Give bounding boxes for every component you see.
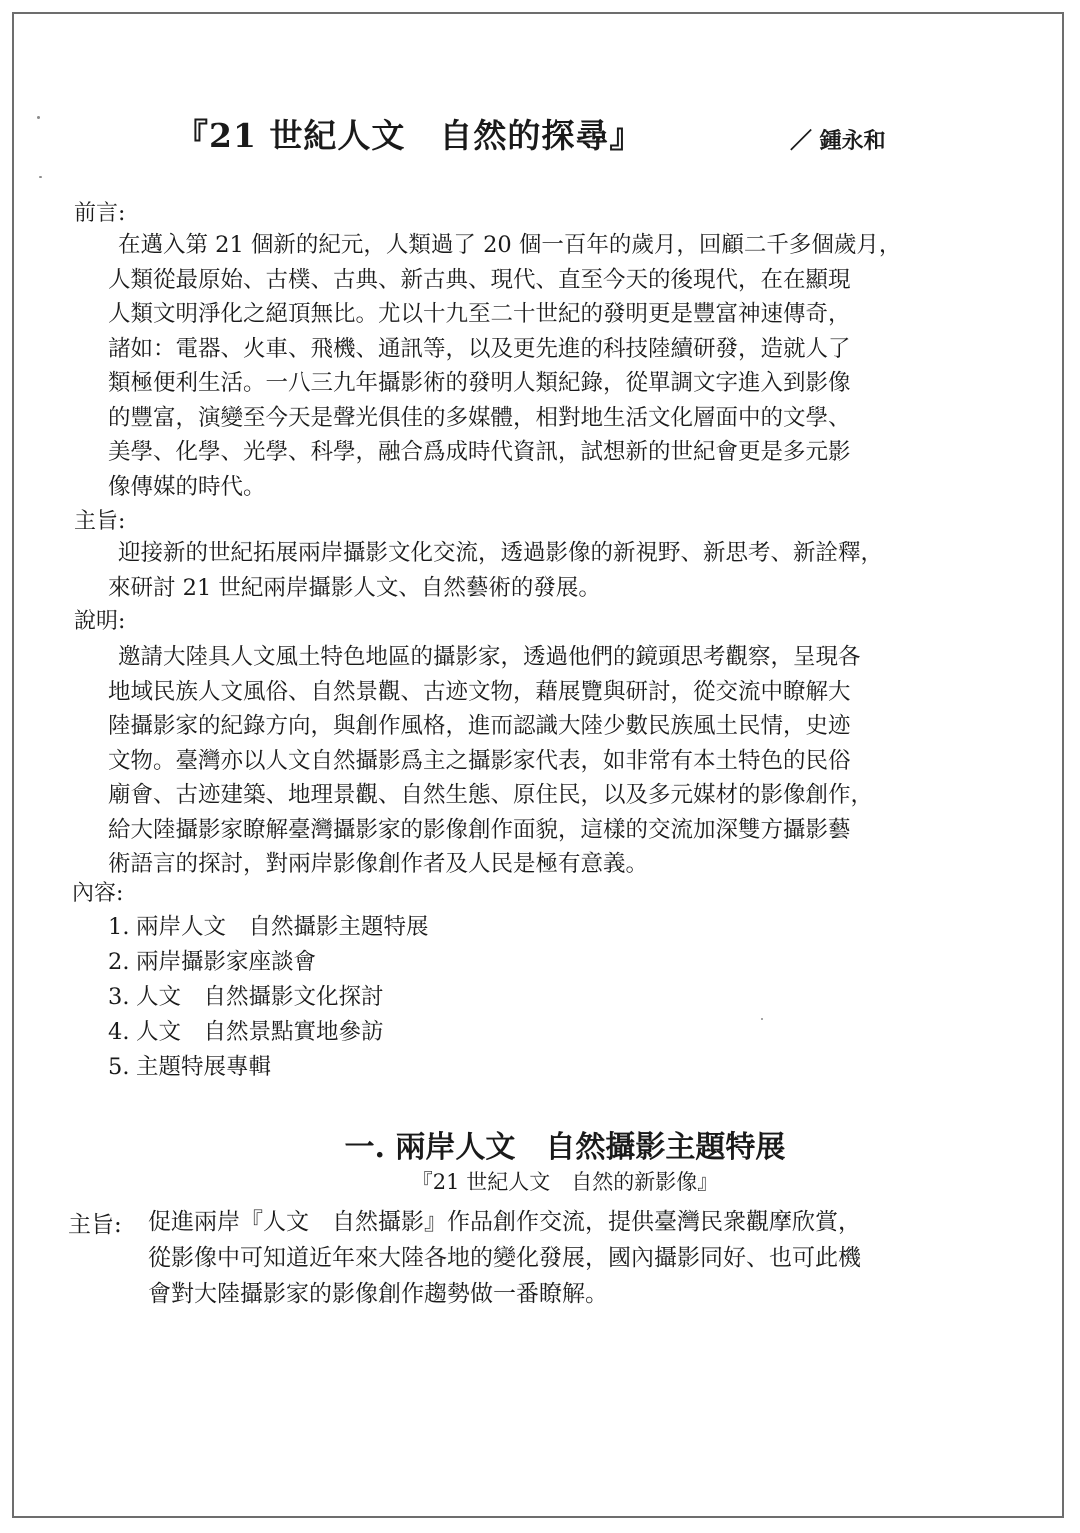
contents-item-text: 兩岸攝影家座談會 [136, 949, 317, 975]
contents-item-number: 3. [108, 984, 130, 1010]
document-author: ／ 鍾永和 [790, 128, 886, 154]
scan-speck [761, 1018, 763, 1020]
preface-paragraph [108, 228, 998, 504]
contents-item-text: 主題特展專輯 [136, 1054, 272, 1080]
contents-item [108, 980, 429, 1015]
contents-item [108, 1015, 429, 1050]
exhibition-purpose-label: 主旨: [68, 1212, 122, 1238]
contents-item-text: 兩岸人文 自然攝影主題特展 [136, 914, 429, 940]
explanation-line: 術語言的探討，對兩岸影像創作者及人民是極有意義。 [108, 851, 649, 877]
preface-line: 人類從最原始、古樸、古典、新古典、現代、直至今天的後現代，在在顯現 [108, 266, 851, 293]
contents-item-text: 人文 自然攝影文化探討 [136, 984, 384, 1010]
contents-list [108, 910, 429, 1085]
scan-speck [37, 116, 40, 119]
exhibition-purpose-line: 促進兩岸『人文 自然攝影』作品創作交流，提供臺灣民衆觀摩欣賞， [148, 1209, 861, 1235]
section-heading: 一. 兩岸人文 自然攝影主題特展 [344, 1130, 786, 1165]
explanation-line: 邀請大陸具人文風土特色地區的攝影家，透過他們的鏡頭思考觀察，呈現各 [118, 644, 861, 670]
preface-line: 諸如：電器、火車、飛機、通訊等，以及更先進的科技陸續研發，造就人了 [108, 335, 851, 362]
purpose-line: 迎接新的世紀拓展兩岸攝影文化交流，透過影像的新視野、新思考、新詮釋， [118, 540, 884, 566]
exhibition-purpose-line: 從影像中可知道近年來大陸各地的變化發展，國內攝影同好、也可此機 [148, 1245, 861, 1271]
explanation-line: 地域民族人文風俗、自然景觀、古迹文物，藉展覽與研討，從交流中瞭解大 [108, 678, 851, 705]
explanation-line: 廟會、古迹建築、地理景觀、自然生態、原住民，以及多元媒材的影像創作， [108, 782, 874, 808]
preface-label: 前言: [74, 201, 126, 226]
contents-item [108, 945, 429, 980]
contents-item-number: 5. [108, 1054, 130, 1080]
explanation-label: 說明: [74, 609, 126, 634]
exhibition-purpose-paragraph [148, 1204, 1008, 1312]
explanation-paragraph [108, 640, 998, 882]
contents-item [108, 1050, 429, 1085]
preface-line: 人類文明淨化之絕頂無比。尤以十九至二十世紀的發明更是豐富神速傳奇， [108, 301, 851, 327]
preface-line: 在邁入第 21 個新的紀元，人類過了 20 個一百年的歲月，回顧二千多個歲月， [118, 232, 902, 258]
section-subtitle: 『21 世紀人文 自然的新影像』 [411, 1170, 719, 1194]
preface-line: 像傳媒的時代。 [108, 473, 266, 500]
preface-line: 的豐富，演變至今天是聲光俱佳的多媒體，相對地生活文化層面中的文學、 [108, 404, 851, 431]
document-title: 『21 世紀人文 自然的探尋』 [175, 116, 644, 155]
exhibition-purpose-line: 會對大陸攝影家的影像創作趨勢做一番瞭解。 [148, 1281, 608, 1307]
explanation-line: 給大陸攝影家瞭解臺灣攝影家的影像創作面貌，這樣的交流加深雙方攝影藝 [108, 816, 851, 843]
preface-line: 美學、化學、光學、科學，融合爲成時代資訊，試想新的世紀會更是多元影 [108, 439, 851, 465]
purpose-label: 主旨: [74, 509, 126, 534]
purpose-paragraph [108, 536, 998, 605]
contents-label: 內容: [72, 881, 124, 906]
contents-item [108, 910, 429, 945]
scan-speck [39, 176, 42, 178]
preface-line: 類極便利生活。一八三九年攝影術的發明人類紀錄，從單調文字進入到影像 [108, 370, 851, 396]
purpose-line: 來研討 21 世紀兩岸攝影人文、自然藝術的發展。 [108, 574, 601, 601]
explanation-line: 文物。臺灣亦以人文自然攝影爲主之攝影家代表，如非常有本土特色的民俗 [108, 747, 851, 774]
contents-item-number: 1. [108, 914, 130, 940]
explanation-line: 陸攝影家的紀錄方向，與創作風格，進而認識大陸少數民族風土民情，史迹 [108, 713, 851, 739]
contents-item-text: 人文 自然景點實地參訪 [136, 1019, 384, 1045]
contents-item-number: 4. [108, 1019, 130, 1045]
contents-item-number: 2. [108, 949, 130, 975]
